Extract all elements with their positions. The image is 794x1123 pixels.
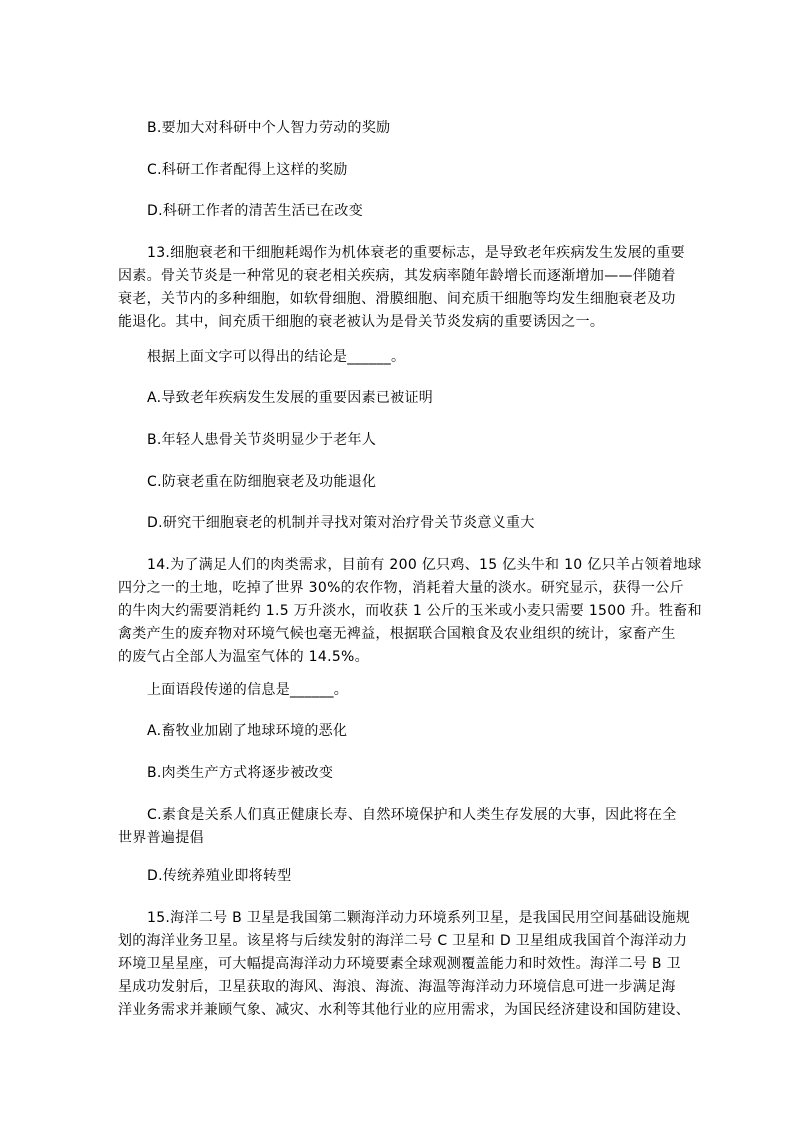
q12-option-b[interactable]: B.要加大对科研中个人智力劳动的奖励 <box>147 120 391 136</box>
q14-stem <box>118 554 702 669</box>
q14-stem-line: 禽类产生的废弃物对环境气候也毫无裨益，根据联合国粮食及农业组织的统计，家畜产生 <box>118 626 676 642</box>
q14-option-c-line: 世界普遍提倡 <box>118 830 204 846</box>
q14-option-c[interactable] <box>118 804 678 850</box>
q14-option-a[interactable]: A.畜牧业加剧了地球环境的恶化 <box>147 723 348 739</box>
q14-stem-line: 四分之一的土地，吃掉了世界 30%的农作物，消耗着大量的淡水。研究显示，获得一公斤 <box>118 580 684 596</box>
q12-option-d[interactable]: D.科研工作者的清苦生活已在改变 <box>147 203 364 219</box>
q13-stem-line: 13.细胞衰老和干细胞耗竭作为机体衰老的重要标志，是导致老年疾病发生发展的重要 <box>147 245 685 261</box>
q15-stem-line: 洋业务需求并兼顾气象、减灾、水利等其他行业的应用需求，为国民经济建设和国防建设、 <box>118 1002 690 1018</box>
q14-option-b[interactable]: B.肉类生产方式将逐步被改变 <box>147 765 334 781</box>
q14-option-c-line: C.素食是关系人们真正健康长寿、自然环境保护和人类生存发展的大事，因此将在全 <box>147 807 677 823</box>
q13-option-b[interactable]: B.年轻人患骨关节炎明显少于老年人 <box>147 432 377 448</box>
q13-option-a[interactable]: A.导致老年疾病发生发展的重要因素已被证明 <box>147 390 434 406</box>
q13-option-d[interactable]: D.研究干细胞衰老的机制并寻找对策对治疗骨关节炎意义重大 <box>147 515 535 531</box>
q15-stem-line: 划的海洋业务卫星。该星将与后续发射的海洋二号 C 卫星和 D 卫星组成我国首个海洋动力 <box>118 933 688 949</box>
q15-stem <box>118 907 691 1022</box>
q13-option-c[interactable]: C.防衰老重在防细胞衰老及功能退化 <box>147 474 377 490</box>
q13-stem-line: 能退化。其中，间充质干细胞的衰老被认为是骨关节炎发病的重要诱因之一。 <box>118 314 605 330</box>
q13-stem-line: 因素。骨关节炎是一种常见的衰老相关疾病，其发病率随年龄增长而逐渐增加——伴随着 <box>118 268 676 284</box>
q13-stem-line: 衰老，关节内的多种细胞，如软骨细胞、滑膜细胞、间充质干细胞等均发生细胞衰老及功 <box>118 291 676 307</box>
q14-stem-line: 的废气占全部人为温室气体的 14.5%。 <box>118 649 369 665</box>
q13-prompt: 根据上面文字可以得出的结论是______。 <box>147 349 406 365</box>
q15-stem-line: 环境卫星星座，可大幅提高海洋动力环境要素全球观测覆盖能力和时效性。海洋二号 B 卫 <box>118 956 681 972</box>
q12-option-c[interactable]: C.科研工作者配得上这样的奖励 <box>147 162 348 178</box>
q14-prompt: 上面语段传递的信息是______。 <box>147 682 349 698</box>
q14-stem-line: 14.为了满足人们的肉类需求，目前有 200 亿只鸡、15 亿头牛和 10 亿只羊占领着地球 <box>147 557 702 573</box>
q15-stem-line: 15.海洋二号 B 卫星是我国第二颗海洋动力环境系列卫星，是我国民用空间基础设施规 <box>147 910 691 926</box>
q13-stem <box>118 242 685 334</box>
q14-stem-line: 的牛肉大约需要消耗约 1.5 万升淡水，而收获 1 公斤的玉米或小麦只需要 1500 升。牲畜和 <box>118 603 702 619</box>
q15-stem-line: 星成功发射后，卫星获取的海风、海浪、海流、海温等海洋动力环境信息可进一步满足海 <box>118 979 676 995</box>
q14-option-d[interactable]: D.传统养殖业即将转型 <box>147 868 292 884</box>
